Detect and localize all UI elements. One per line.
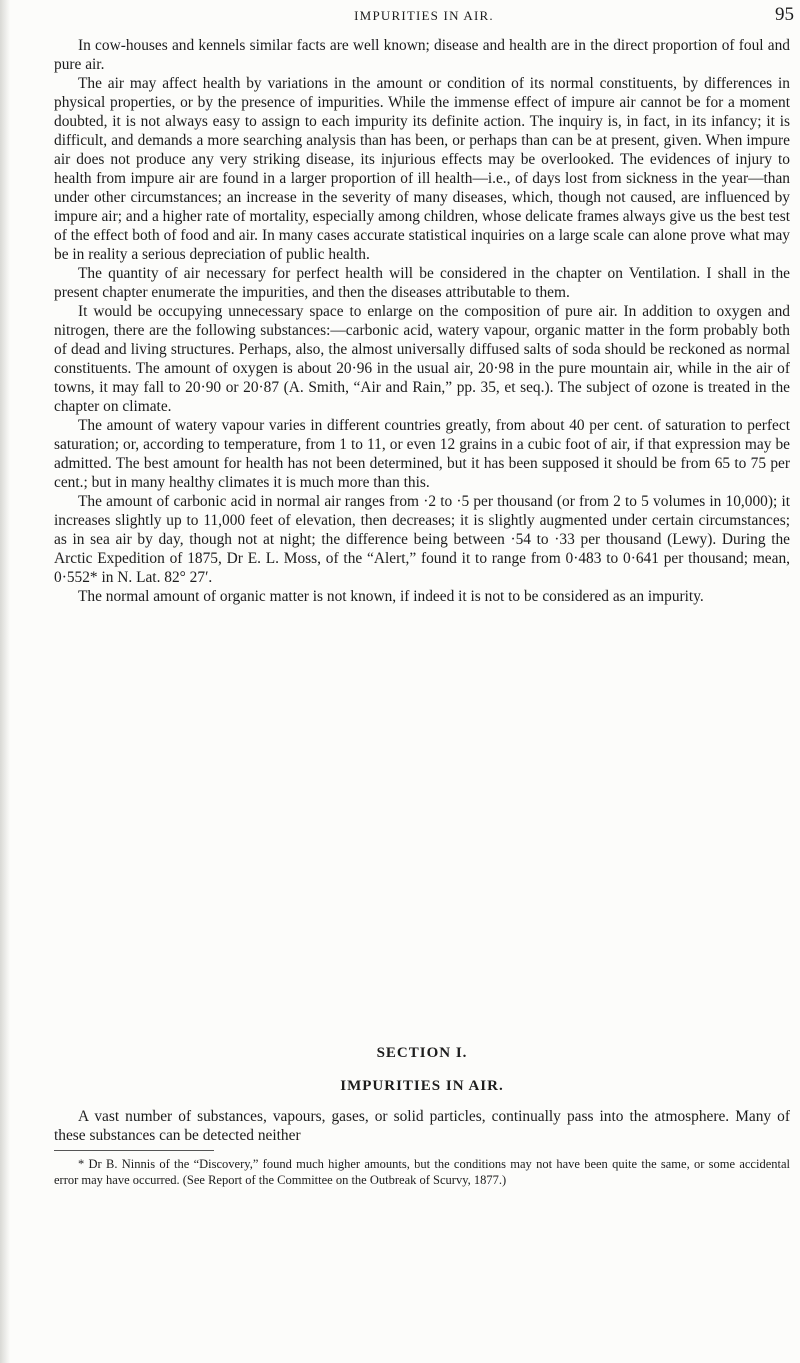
paragraph: The amount of watery vapour varies in different countries greatly, from about 40 per cent. of saturation to perfect saturation; or, according to temperature, from 1 to 11, or even 12 grains in a cubic foot of air, if that expression may be admitted. The best amount for health has not been determined, but it has been supposed it should be from 65 to 75 per cent.; but in many healthy climates it is much more than this.: [54, 417, 790, 491]
page-edge-shadow: [0, 0, 10, 1363]
footnote: [54, 1156, 790, 1188]
paragraph: In cow-houses and kennels similar facts are well known; disease and health are in the direct proportion of foul and pure air.: [54, 37, 790, 73]
page-number: 95: [775, 4, 794, 25]
paragraph: The normal amount of organic matter is not known, if indeed it is not to be considered as an impurity.: [78, 588, 704, 605]
footnote-text: * Dr B. Ninnis of the “Discovery,” found much higher amounts, but the conditions may not have been quite the same, or some accidental error may have occurred. (See Report of the Committee on the Outbreak of Scurvy, 1877.): [54, 1157, 790, 1187]
body-text: [54, 36, 790, 606]
section-text: [54, 1107, 790, 1145]
running-head: IMPURITIES IN AIR.: [354, 8, 494, 23]
footnote-rule: [54, 1150, 214, 1151]
paragraph: The quantity of air necessary for perfect health will be considered in the chapter on Ventilation. I shall in the present chapter enumerate the impurities, and then the diseases attributable to them.: [54, 265, 790, 301]
section-heading: SECTION I.: [376, 1045, 468, 1061]
paragraph: The amount of carbonic acid in normal air ranges from ·2 to ·5 per thousand (or from 2 to 5 volumes in 10,000); it increases slightly up to 11,000 feet of elevation, then decreases; it is slightly augmented under certain circumstances; as in sea air by day, though not at night; the difference being between ·54 to ·33 per thousand (Lewy). During the Arctic Expedition of 1875, Dr E. L. Moss, of the “Alert,” found it to range from 0·483 to 0·641 per thousand; mean, 0·552* in N. Lat. 82° 27′.: [54, 493, 790, 586]
section-subheading: IMPURITIES IN AIR.: [340, 1078, 504, 1094]
section-paragraph: A vast number of substances, vapours, gases, or solid particles, continually pass into the atmosphere. Many of these substances can be detected neither: [54, 1108, 790, 1144]
paragraph: The air may affect health by variations in the amount or condition of its normal constituents, by differences in physical properties, or by the presence of impurities. While the immense effect of impure air cannot be for a moment doubted, it is not always easy to assign to each impurity its definite action. The inquiry is, in fact, in its infancy; it is difficult, and demands a more searching analysis than has been, or perhaps than can be at present, given. When impure air does not produce any very striking disease, its injurious effects may be overlooked. The evidences of injury to health from impure air are found in a larger proportion of ill health—i.e., of days lost from sickness in the year—than under other circumstances; an increase in the severity of many diseases, which, though not caused, are influenced by impure air; and a higher rate of mortality, especially among children, whose delicate frames always give us the best test of the effect both of food and air. In many cases accurate statistical inquiries on a large scale can alone prove what may be in reality a serious depreciation of public health.: [54, 75, 790, 263]
page-header: [54, 4, 794, 32]
paragraph: It would be occupying unnecessary space to enlarge on the composition of pure air. In addition to oxygen and nitrogen, there are the following substances:—carbonic acid, watery vapour, organic matter in the form probably both of dead and living structures. Perhaps, also, the almost universally diffused salts of soda should be reckoned as normal constituents. The amount of oxygen is about 20·96 in the usual air, 20·98 in the pure mountain air, while in the air of towns, it may fall to 20·90 or 20·87 (A. Smith, “Air and Rain,” pp. 35, et seq.). The subject of ozone is treated in the chapter on climate.: [54, 303, 790, 415]
